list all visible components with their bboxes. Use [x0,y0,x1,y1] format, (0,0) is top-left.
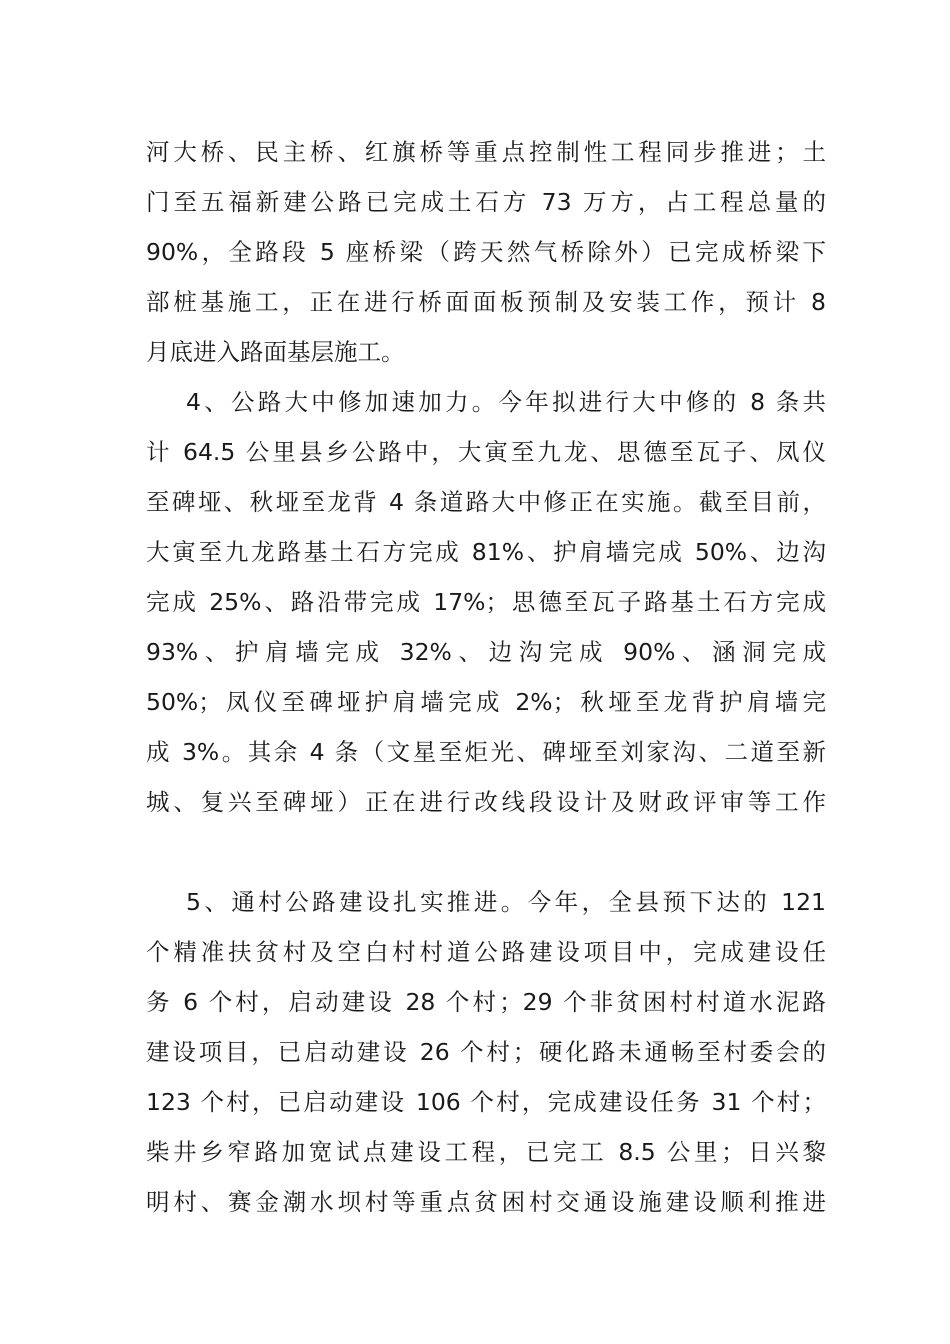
paragraph-2-line-1: 4、公路大中修加速加力。今年拟进行大中修的 8 条共 [186,388,826,416]
paragraph-3-line-2: 个精准扶贫村及空白村村道公路建设项目中，完成建设任 [146,938,826,966]
paragraph-2-line-2: 计 64.5 公里县乡公路中，大寅至九龙、思德至瓦子、凤仪 [146,438,826,466]
paragraph-2-line-6: 93%、护肩墙完成 32%、边沟完成 90%、涵洞完成 [146,638,826,666]
paragraph-3-line-7: 明村、赛金潮水坝村等重点贫困村交通设施建设顺利推进 [146,1188,826,1216]
paragraph-3-line-3: 务 6 个村，启动建设 28 个村；29 个非贫困村村道水泥路 [146,988,826,1016]
paragraph-1-line-1: 河大桥、民主桥、红旗桥等重点控制性工程同步推进；土 [146,138,826,166]
paragraph-2-line-7: 50%；凤仪至碑垭护肩墙完成 2%；秋垭至龙背护肩墙完 [146,688,826,716]
paragraph-3-line-5: 123 个村，已启动建设 106 个村，完成建设任务 31 个村； [146,1088,826,1116]
paragraph-1-line-4: 部桩基施工，正在进行桥面面板预制及安装工作，预计 8 [146,288,826,316]
paragraph-2-line-8: 成 3%。其余 4 条（文星至炬光、碑垭至刘家沟、二道至新 [146,738,826,766]
paragraph-1-line-3: 90%，全路段 5 座桥梁（跨天然气桥除外）已完成桥梁下 [146,238,826,266]
paragraph-2-line-3: 至碑垭、秋垭至龙背 4 条道路大中修正在实施。截至目前， [146,488,826,516]
paragraph-3-line-1: 5、通村公路建设扎实推进。今年，全县预下达的 121 [186,888,826,916]
paragraph-2-line-4: 大寅至九龙路基土石方完成 81%、护肩墙完成 50%、边沟 [146,538,826,566]
paragraph-3-line-4: 建设项目，已启动建设 26 个村；硬化路未通畅至村委会的 [146,1038,826,1066]
paragraph-3-line-6: 柴井乡窄路加宽试点建设工程，已完工 8.5 公里；日兴黎 [146,1138,826,1166]
paragraph-2-line-9: 城、复兴至碑垭）正在进行改线段设计及财政评审等工作 [146,788,826,816]
paragraph-2-line-5: 完成 25%、路沿带完成 17%；思德至瓦子路基土石方完成 [146,588,826,616]
paragraph-1-line-5: 月底进入路面基层施工。 [146,338,405,366]
paragraph-1-line-2: 门至五福新建公路已完成土石方 73 万方，占工程总量的 [146,188,826,216]
